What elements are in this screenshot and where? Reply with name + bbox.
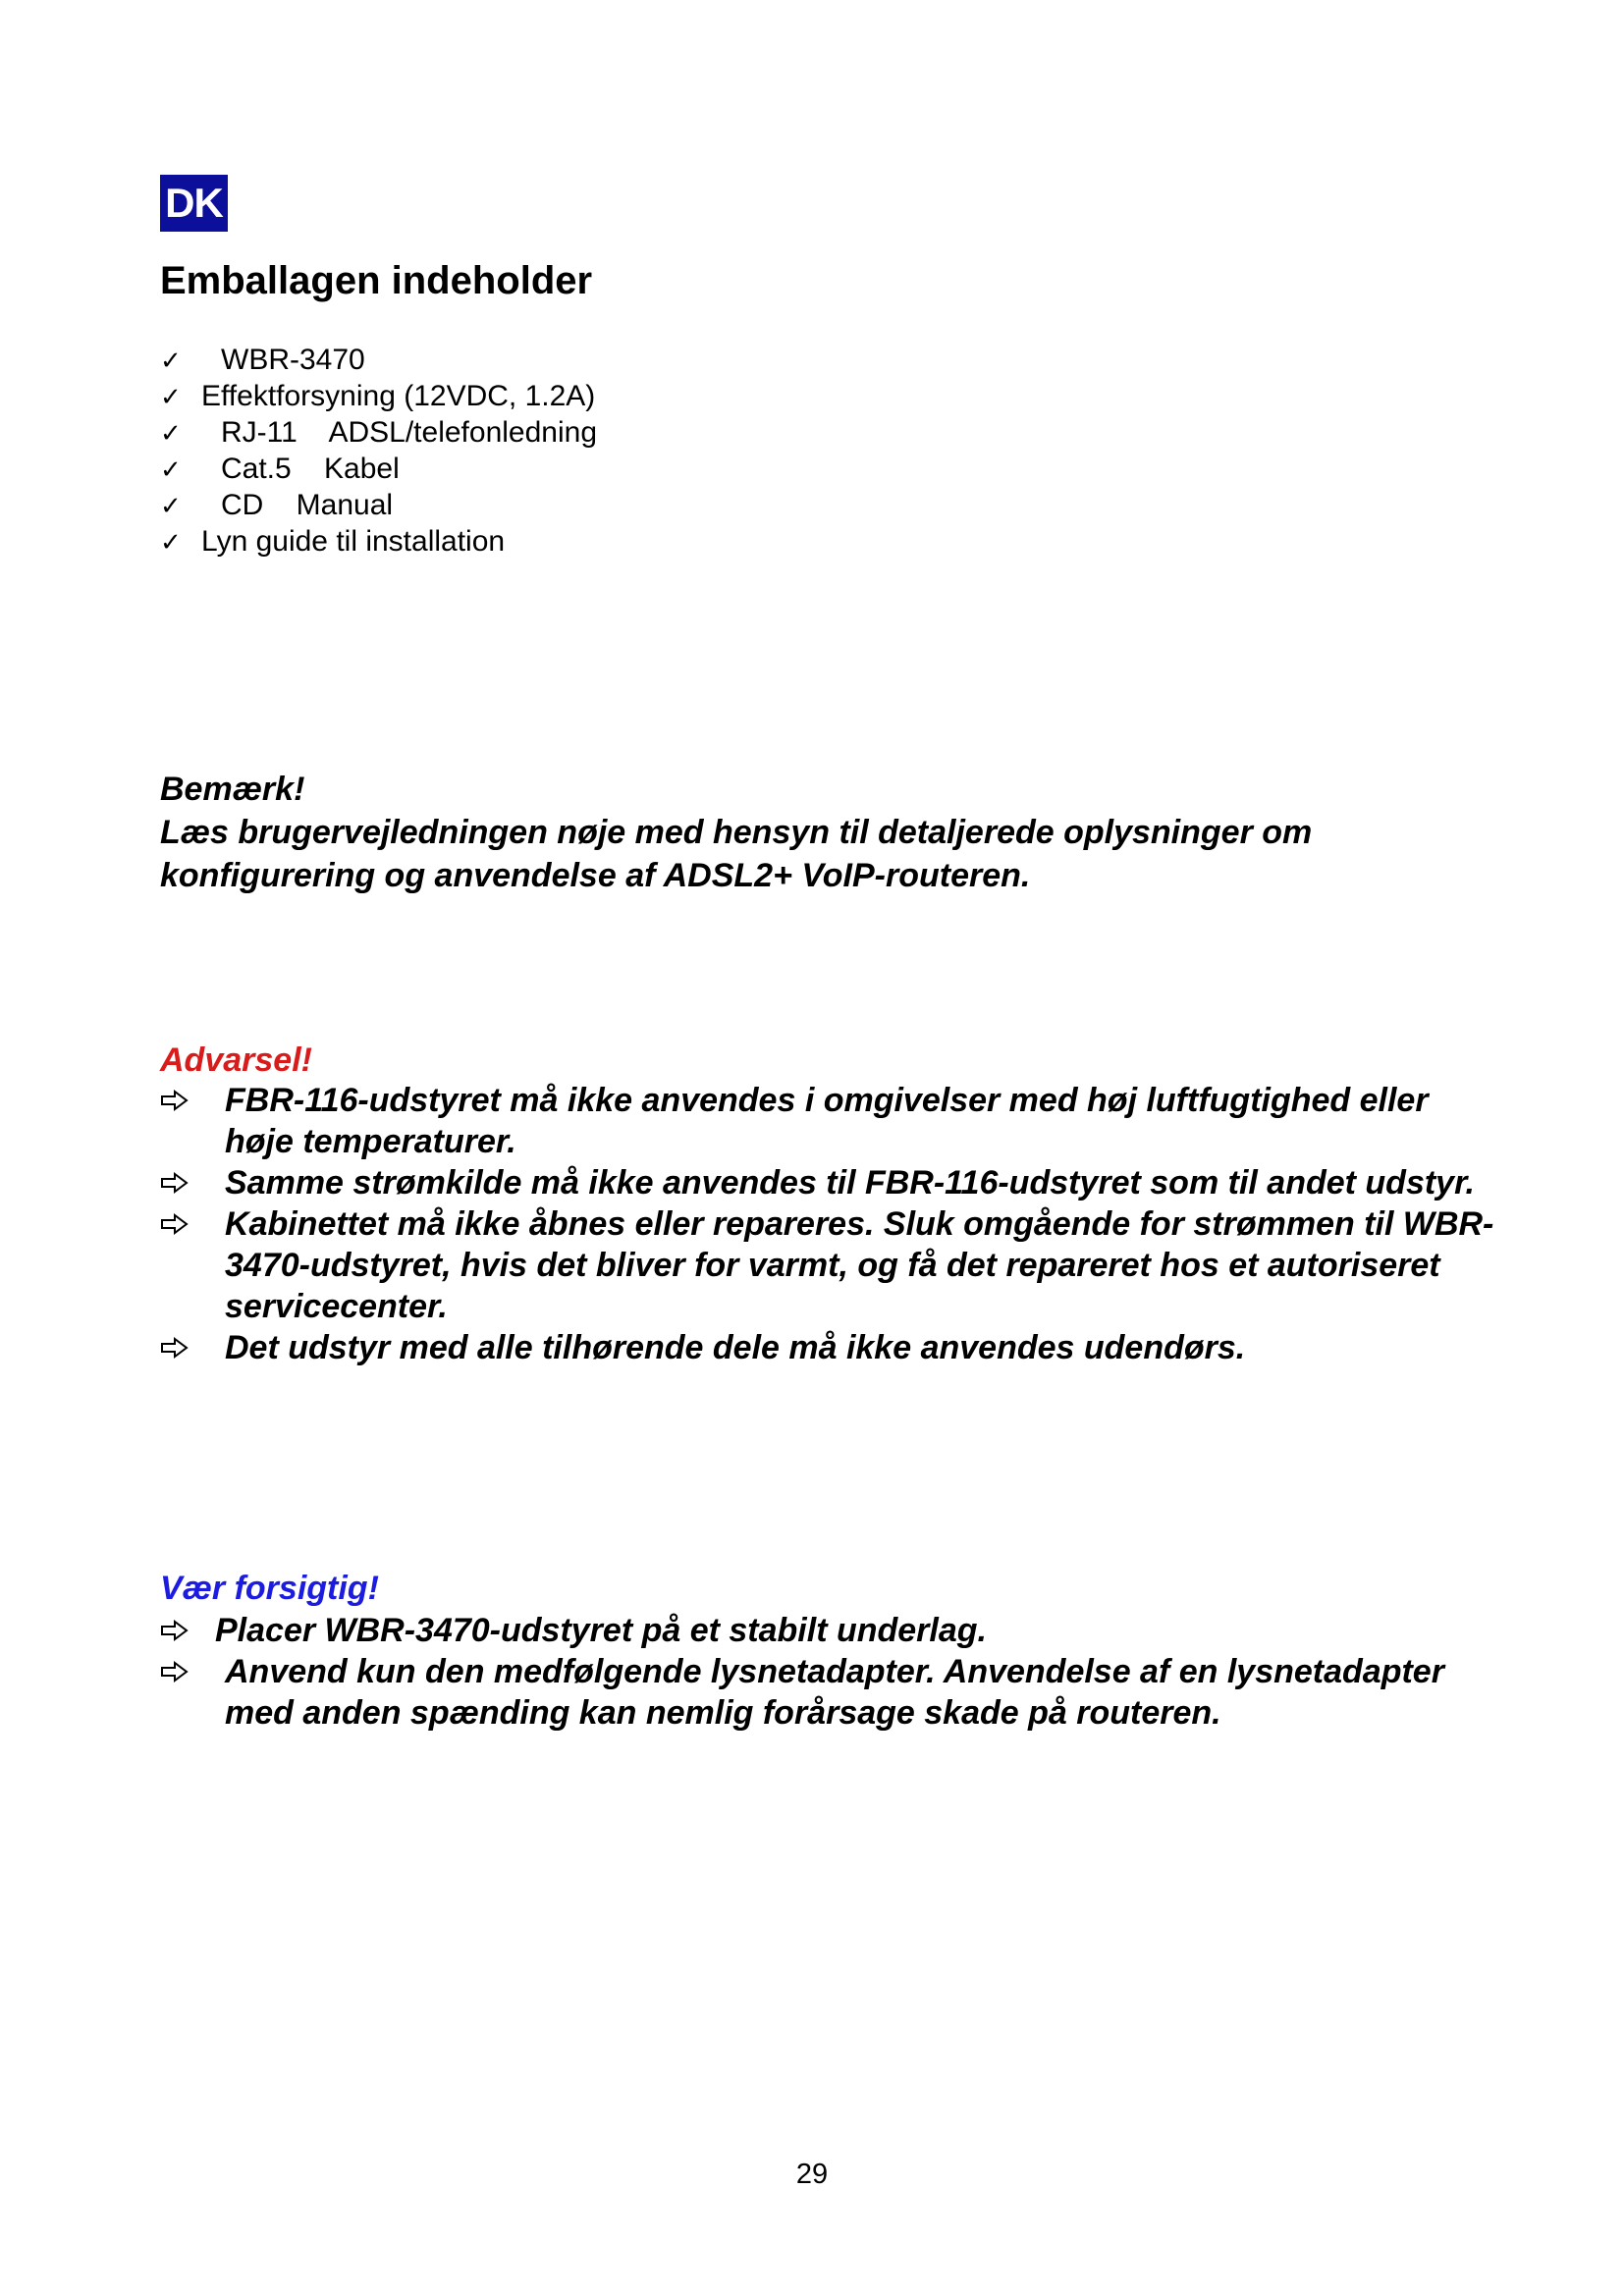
list-item-text: Lyn guide til installation <box>201 525 506 558</box>
arrow-right-icon <box>160 1172 189 1194</box>
page-title: Emballagen indeholder <box>160 259 593 302</box>
caution-item-text: Placer WBR-3470-udstyret på et stabilt underlag. <box>215 1612 987 1649</box>
arrow-right-icon <box>160 1090 189 1111</box>
note-body: Læs brugervejledningen nøje med hensyn til detaljerede oplysninger om konfigurering og anvendelse af ADSL2+ VoIP-routeren. <box>160 814 1313 894</box>
check-icon: ✓ <box>160 346 182 375</box>
list-item-text: CD Manual <box>221 489 394 521</box>
package-contents-list <box>160 342 598 560</box>
warning-item-text: Det udstyr med alle tilhørende dele må ikke anvendes udendørs. <box>225 1329 1246 1366</box>
list-item <box>160 1203 1495 1327</box>
check-icon: ✓ <box>160 454 182 484</box>
caution-list <box>160 1610 1495 1734</box>
arrow-right-icon <box>160 1337 189 1359</box>
warning-item-text: FBR-116-udstyret må ikke anvendes i omgivelser med høj luftfugtighed eller høje temperaturer. <box>225 1082 1429 1160</box>
language-badge: DK <box>160 175 228 232</box>
list-item-text: Cat.5 Kabel <box>221 453 400 485</box>
note-block <box>160 768 1476 897</box>
warning-heading: Advarsel! <box>160 1041 312 1079</box>
list-item <box>160 1327 1495 1368</box>
list-item <box>160 1651 1495 1734</box>
caution-heading: Vær forsigtig! <box>160 1570 379 1607</box>
list-item <box>160 487 394 523</box>
list-item <box>160 1610 1495 1651</box>
check-icon: ✓ <box>160 418 182 448</box>
list-item <box>160 1162 1495 1203</box>
warning-item-text: Kabinettet må ikke åbnes eller repareres. Sluk omgående for strømmen til WBR-3470-udstyret, hvis det bliver for varmt, og få det repareret hos et autoriseret servicecenter. <box>225 1205 1494 1325</box>
list-item <box>160 342 365 378</box>
list-item-text: RJ-11 ADSL/telefonledning <box>221 416 598 449</box>
check-icon: ✓ <box>160 491 182 520</box>
caution-item-text: Anvend kun den medfølgende lysnetadapter. Anvendelse af en lysnetadapter med anden spænding kan nemlig forårsage skade på routeren. <box>225 1653 1444 1732</box>
check-icon: ✓ <box>160 527 182 557</box>
warning-list <box>160 1080 1495 1368</box>
arrow-right-icon <box>160 1620 189 1641</box>
list-item-text: Effektforsyning (12VDC, 1.2A) <box>201 380 596 412</box>
list-item <box>160 451 400 487</box>
page-number: 29 <box>795 2159 829 2190</box>
arrow-right-icon <box>160 1661 189 1682</box>
check-icon: ✓ <box>160 382 182 411</box>
warning-item-text: Samme strømkilde må ikke anvendes til FBR-116-udstyret som til andet udstyr. <box>225 1164 1475 1201</box>
list-item <box>160 414 598 451</box>
arrow-right-icon <box>160 1213 189 1235</box>
list-item <box>160 378 596 414</box>
list-item <box>160 523 506 560</box>
list-item-text: WBR-3470 <box>221 344 365 376</box>
note-heading: Bemærk! <box>160 771 305 808</box>
list-item <box>160 1080 1495 1162</box>
